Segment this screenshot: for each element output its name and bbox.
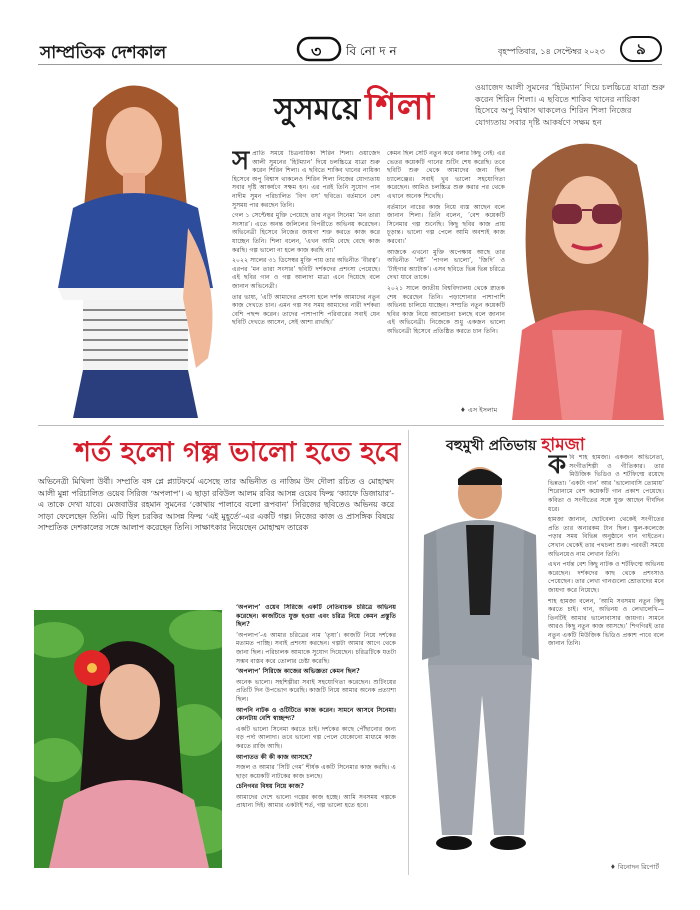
story1-title	[274, 80, 434, 140]
story1-col2-p4: ২০২১ সালে জাতীয় বিশ্ববিদ্যালয় থেকে স্নাতক শেষ করেছেন তিনি। পড়াশোনার পাশাপাশি অভিনয় চালিয়ে যাচ্ছেন। সম্প্রতি নতুন কয়েকটি ছবির কাজ নিয়ে আলোচনা চলছে বলে জানান এই অভিনেত্রী। নিজেকে শুধু একজন ভালো অভিনেত্রী হিসেবে প্রতিষ্ঠিত করতে চান তিনি।	[387, 284, 505, 335]
page-number: ৯	[636, 40, 646, 58]
story3-byline: ♦ বিনোদন রিপোর্ট	[610, 863, 659, 871]
story1-col2-p1: কেমন ছিল সেটি নতুন করে বলার কিছু নেই। এর ভেতর কয়েকটি গানের শুটিং শেষ করেছি। তবে ছবিটি শুরু থেকে আমাদের জন্য ছিল চ্যালেঞ্জের। সবাই খুব ভালো সহযোগিতা করেছেন। আমিও চলচ্চিত্র শুরু করার পর থেকে এখানে অনেক শিখেছি।	[387, 150, 505, 200]
issue-date: বৃহস্পতিবার, ১৪ সেপ্টেম্বর ২০২৩	[498, 47, 605, 56]
story2-interview	[236, 604, 396, 870]
story1-col1-p1: প্রাতি সময়ে চিত্রনায়িকা শিরিন শিলা। ওয়াজেদ আলী সুমনের ‘হিটম্যান’ দিয়ে চলচ্চিত্রে যাত্রা শুরু করেন শিরিন শিলা। এ ছবিতে শাকিব খানের নায়িকা হিসেবে অপু বিশ্বাস থাকলেও শিরিন শিলা নিজের যোগ্যতায় সবার দৃষ্টি আকর্ষণে সক্ষম হন। এর পরই তিনি সুযোগ পান নাদীম সুমন পরিচালিত ‘বিগ বস’ ছবিতে। বর্তমানে বেশ সুসময় পার করছেন তিনি।	[232, 150, 380, 209]
drop-cap: স	[232, 150, 250, 176]
photo-shila-left	[38, 68, 228, 418]
story3-title-b: হামজা	[541, 435, 585, 455]
story3-p4: শাহ হামজা বলেন, ‘আমি সবসময় নতুন কিছু করতে চাই। গান, অভিনয় ও লেখালেখি—তিনটিই আমার ভালোবাসার জায়গা। সামনে আরও কিছু নতুন কাজ আসছে।’ শিগগিরই তার নতুন একটি মিউজিক ভিডিও প্রকাশ পাবে বলে জানান তিনি।	[548, 597, 664, 648]
story1-col1-p2: গেল ১ সেপ্টেম্বর মুক্তি পেয়েছে তার নতুন সিনেমা ‘মন তারা সংসার’। এতে অনন্ত জলিলের বিপরীতে অভিনয় করেছেন। অভিনেত্রী হিসেবে নিজের জায়গা শক্ত করতে কাজ করে যাচ্ছেন তিনি। শিলা বলেন, ‘এখন আমি বেছে বেছে কাজ করছি। গল্প ভালো না হলে কাজ করছি না।’	[232, 212, 380, 254]
story3-body	[548, 454, 664, 854]
qa-question: আপনি নাটক ও ওটিটিতে কাজ করেন। সামনে আসবে সিনেমা। কোনটায় বেশি স্বাচ্ছন্দ্য?	[236, 706, 396, 723]
story1-column-1	[232, 150, 380, 416]
qa-answer: আমাদের দেশে ভালো গল্পের কাজ হচ্ছে। আমি সবসময় গল্পকে প্রাধান্য দিই। আমার একটাই শর্ত, গল্প ভালো হতে হবে।	[236, 793, 396, 810]
story3-p2: হামজা জানান, ছোটবেলা থেকেই সংগীতের প্রতি তার অন্যরকম টান ছিল। স্কুল-কলেজে পড়ার সময় বিভিন্ন অনুষ্ঠানে গান গাইতেন। সেখান থেকেই তার পথচলা শুরু। পরবর্তী সময়ে অভিনয়েও নাম লেখান তিনি।	[548, 516, 664, 558]
story3-title-a: বহুমুখী প্রতিভায়	[446, 438, 537, 454]
story2-title: শর্ত হলো গল্প ভালো হতে হবে	[75, 437, 401, 468]
qa-answer: সজল ও আমার ‘সিটি গেম’ শীর্ষক একটি সিনেমার কাজ করছি। এ ছাড়া কয়েকটি নাটকের কাজ চলছে।	[236, 764, 396, 780]
qa-answer: ‘অপলাপ’-এ আমার চরিত্রের নাম ‘তৃষা’। কাজটি নিয়ে দর্শকের মতামত পাচ্ছি। সবাই প্রশংসা করছেন। গল্পটা আমার আগে থেকে জানা ছিল। পরিচালক আমাকে সুযোগ দিয়েছেন। চরিত্রটিকে যতটা সম্ভব বাস্তব করে তোলার চেষ্টা করেছি।	[236, 631, 396, 665]
photo-urbi	[34, 610, 222, 868]
qa-answer: অনেক ভালো। সহশিল্পীরা সবাই সহযোগিতা করেছেন। শুটিংয়ের প্রতিটি দিন উপভোগ করেছি। কাজটি নিয়ে আমার অনেক প্রত্যাশা ছিল।	[236, 678, 396, 703]
story1-col2-p3: আজকে এখনো মুক্তি অপেক্ষায় আছে তার অভিনীত ‘নষ্ট’ ‘পাগল ভালো’, ‘জিদি’ ও ‘টাইগার অ্যাটাক’। এসব ছবিতে ভিন্ন ভিন্ন চরিত্রে দেখা যাবে তাকে।	[387, 248, 505, 282]
page-number-badge	[620, 36, 662, 62]
header-divider	[38, 64, 662, 65]
qa-question: ‘অপলাপ’ ওয়েব সিরিজে একটি নেতিবাচক চরিত্রে অভিনয় করেছেন। কাজটিতে যুক্ত হওয়া এবং চরিত্র নিয়ে কেমন প্রস্তুতি ছিল?	[236, 604, 396, 629]
story1-byline: ♦ এস ইসলাম	[460, 406, 498, 414]
story1-col1-p3: ২০২২ সালের ৩১ ডিসেম্বর মুক্তি পায় তার অভিনীত ‘বীরত্ব’। এরপর ‘মন তারা সংসার’ ছবিটি দর্শকদের প্রশংসা পেয়েছে। এই ছবির গান ও গল্প আলাদা মাত্রা এনে দিয়েছে বলে জানান অভিনেত্রী।	[232, 257, 380, 290]
story3-p3: এখন পর্যন্ত বেশ কিছু নাটক ও শর্টফিল্মে অভিনয় করেছেন। দর্শকদের কাছ থেকে প্রশংসাও পেয়েছেন। তার লেখা গানগুলো শ্রোতাদের মনে জায়গা করে নিয়েছে।	[548, 561, 664, 594]
hibiscus-flower-icon	[74, 650, 110, 686]
masthead-logo	[296, 36, 342, 62]
qa-question: আপাতত কী কী কাজ আসছে?	[236, 753, 313, 761]
story1-col1-p4: তার ভাষ্য, ‘এটি আমাদের প্রশংসা হলে দর্শক আমাদের নতুন কাজ দেখতে চান। এমন গল্প সব সময় আমাদের নারী দর্শকরা বেশি পছন্দ করেন। তাদের পাশাপাশি পরিবারের সবাই যেন ছবিটি দেখতে আসেন, সেই আশা রাখছি।’	[232, 293, 380, 327]
photo-shila-right	[512, 130, 664, 420]
drop-cap: ক	[548, 454, 567, 480]
photo-hamza	[414, 455, 546, 870]
logo-glyph: ৩	[311, 42, 322, 61]
qa-answer: একটি ভালো সিনেমা করতে চাই। দর্শকের কাছে পৌঁছানোর জন্য বড় পর্দা আলাদা। তবে ভালো গল্প পেলে যেকোনো মাধ্যমে কাজ করতে রাজি আছি।	[236, 725, 396, 750]
story2-intro: অভিনেত্রী মিথিলা উর্বী। সম্প্রতি বঙ্গ প্লে প্ল্যাটফর্মে এসেছে তার অভিনীত ও নাজিম উদ দৌলা রচিত ও মোহাম্মদ আলী মুন্না পরিচালিত ওয়েব সিরিজ ‘অপলাপ’। এ ছাড়া রবিউল আলম রবির আসন্ন ওয়েব ফিল্ম ‘ক্যাফে ডিজায়ার’-এ তাকে দেখা যাবে। মেজবাউর রহমান সুমনের ‘কোথায় পালাবে বলো রূপবান’ সিরিজের ছবিতেও অভিনয় করে সাড়া ফেলেছেন তিনি। এটি ছিল চরকির আসন্ন ফিল্ম ‘এই মুহূর্তে’-এর একটি গল্প। নিজের কাজ ও প্রাসঙ্গিক বিষয়ে সাম্প্রতিক দেশকালের সঙ্গে আলাপ করেছেন তিনি। সাক্ষাৎকার নিয়েছেন মোহাম্মদ তারেক	[38, 477, 394, 533]
story1-column-2	[387, 150, 505, 412]
section-title: সাম্প্রতিক দেশকাল	[40, 43, 167, 63]
masthead-suffix: বি নো দ ন	[346, 44, 397, 58]
qa-question: ‘অপলাপ’ সিরিজে কাজের অভিজ্ঞতা কেমন ছিল?	[236, 668, 360, 676]
qa-question: চেনিগবর বিষয় নিয়ে কাজ?	[236, 783, 304, 791]
section-divider	[38, 425, 664, 426]
story3-p1: বি শাহ হামজা। একজন অভিনেতা, সংগীতশিল্পী ও গীতিকার। তার মিউজিক ভিডিও ও শর্টফিল্মে রয়েছে ভিন্নতা। ‘একটা গান’ আর ‘ভালোবাসি তোমায়’ শিরোনামে বেশ কয়েকটি গান প্রকাশ পেয়েছে। কবিতা ও সংগীতের সঙ্গে যুক্ত আছেন দীর্ঘদিন ধরে।	[548, 454, 664, 513]
story1-title-a: সুসময়ে	[274, 92, 361, 127]
story1-title-b: শিলা	[365, 86, 434, 128]
story1-col2-p2: বর্তমানে নাচের কাজ নিয়ে ব্যস্ত আছেন বলে জানান শিলা। তিনি বলেন, ‘বেশ কয়েকটি সিনেমার গল্প শুনেছি। কিছু ছবির কাজ প্রায় চূড়ান্ত। ভালো গল্প পেলে আমি অবশ্যই কাজ করবো।’	[387, 203, 505, 245]
story1-summary: ওয়াজেদ আলী সুমনের ‘হিটম্যান’ দিয়ে চলচ্চিত্রে যাত্রা শুরু করেন শিরিন শিলা। এ ছবিতে শাকিব খানের নায়িকা হিসেবে অপু বিশ্বাস থাকলেও শিরিন শিলা নিজের যোগ্যতায় সবার দৃষ্টি আকর্ষণে সক্ষম হন	[475, 82, 665, 127]
column-divider	[408, 430, 409, 875]
